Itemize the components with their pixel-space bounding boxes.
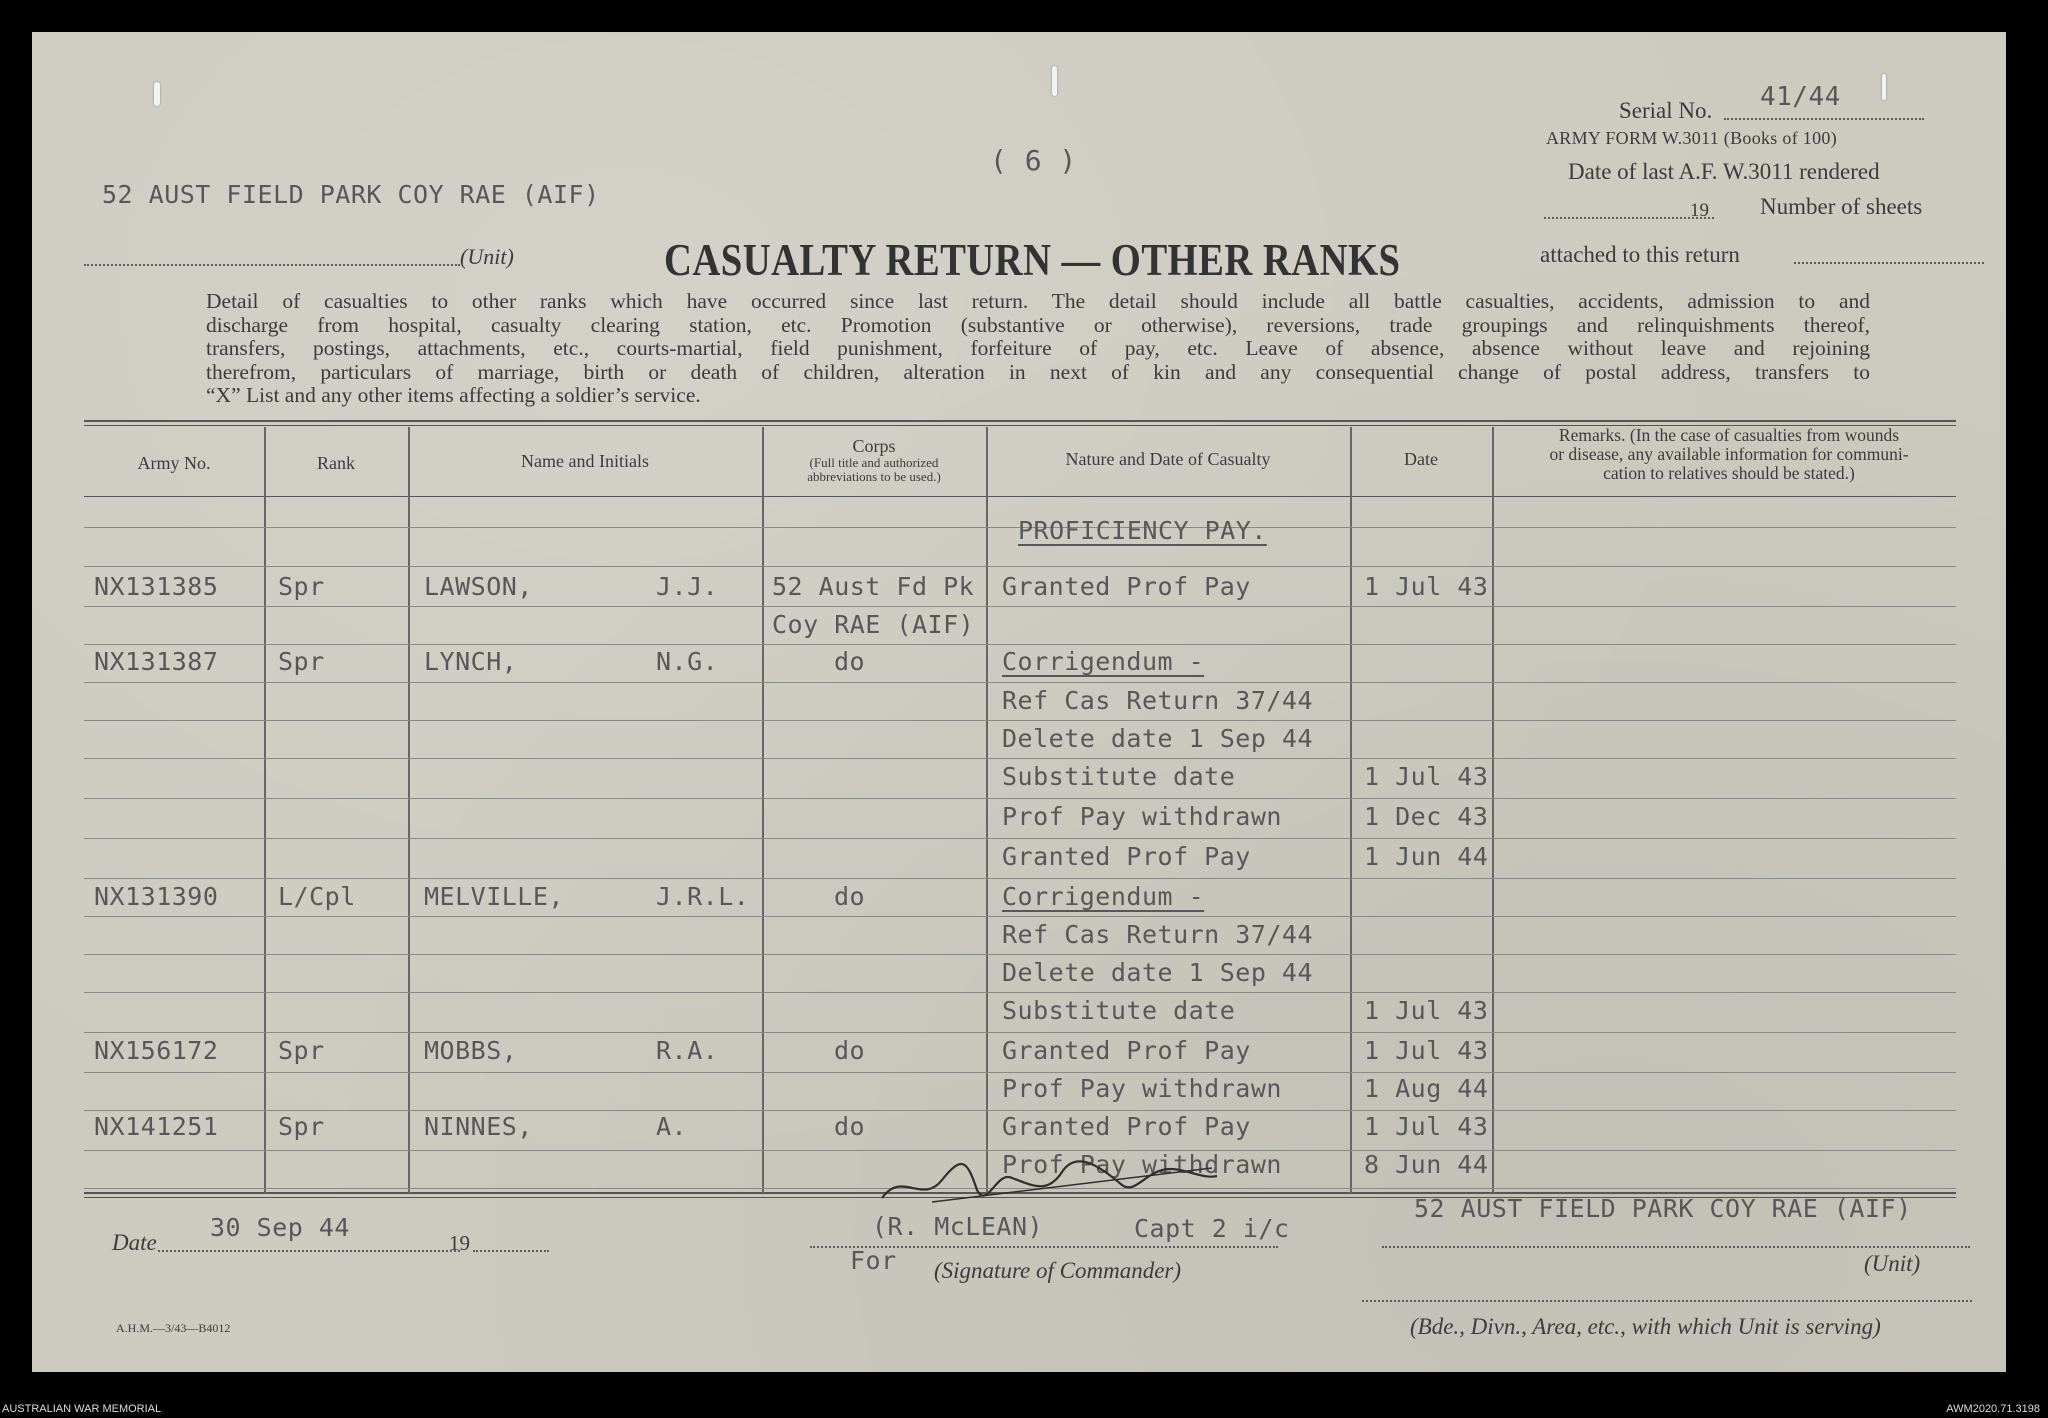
header-rank: Rank — [317, 453, 355, 473]
row-rule — [84, 992, 1956, 993]
archive-credit: AUSTRALIAN WAR MEMORIAL — [2, 1403, 162, 1415]
column-rule — [986, 427, 988, 1193]
row-rule — [84, 954, 1956, 955]
corps-cell: do — [834, 882, 866, 911]
header-remarks: Remarks. (In the case of casualties from wounds — [1558, 425, 1900, 445]
column-rule — [762, 427, 764, 1193]
date-cell: 1 Jul 43 — [1364, 762, 1489, 791]
row-rule — [84, 1032, 1956, 1033]
army-no-cell: NX131385 — [94, 572, 219, 601]
for-label: For — [850, 1246, 897, 1275]
year-prefix-label: 19 — [1690, 200, 1709, 221]
page-number: ( 6 ) — [990, 144, 1077, 177]
nature-cell: Ref Cas Return 37/44 — [1002, 920, 1314, 949]
corps-cell: Coy RAE (AIF) — [772, 610, 975, 639]
corps-cell: do — [834, 647, 866, 676]
description-line: Detail of casualties to other ranks which have occurred since last return. The detail should include all battle casualties, accidents, admission to and — [206, 289, 1870, 313]
punch-mark — [1882, 74, 1886, 100]
nature-cell: Corrigendum - — [1002, 647, 1205, 676]
row-rule — [84, 606, 1956, 607]
initials-cell: A. — [656, 1112, 688, 1141]
rank-cell: Spr — [278, 1036, 325, 1065]
signer-name: (R. McLEAN) — [872, 1212, 1044, 1241]
row-rule — [84, 566, 1956, 567]
column-rule — [1492, 427, 1494, 1193]
row-rule — [84, 916, 1956, 917]
initials-cell: J.J. — [656, 572, 719, 601]
attached-line — [1794, 262, 1984, 264]
unit-typed: 52 AUST FIELD PARK COY RAE (AIF) — [102, 180, 600, 209]
army-no-cell: NX156172 — [94, 1036, 219, 1065]
rank-cell: Spr — [278, 1112, 325, 1141]
nature-cell: Delete date 1 Sep 44 — [1002, 724, 1314, 753]
date-label: Date — [112, 1230, 157, 1255]
description-line: “X” List and any other items affecting a soldier’s service. — [206, 383, 701, 407]
initials-cell: R.A. — [656, 1036, 719, 1065]
section-heading: PROFICIENCY PAY. — [1018, 516, 1267, 545]
unit-line — [84, 264, 460, 266]
army-no-cell: NX141251 — [94, 1112, 219, 1141]
date-line — [158, 1250, 460, 1252]
row-rule — [84, 1072, 1956, 1073]
row-rule — [84, 644, 1956, 645]
army-no-cell: NX131387 — [94, 647, 219, 676]
row-rule — [84, 758, 1956, 759]
header-bottom-rule — [84, 496, 1956, 497]
corps-cell: do — [834, 1112, 866, 1141]
date-cell: 8 Jun 44 — [1364, 1150, 1489, 1179]
date-cell: 1 Jun 44 — [1364, 842, 1489, 871]
initials-cell: J.R.L. — [656, 882, 750, 911]
number-of-sheets-label: Number of sheets — [1760, 194, 1923, 219]
description-line: therefrom, particulars of marriage, birth or death of children, alteration in next of kin and any consequential change of postal address, transfers to — [206, 359, 1870, 384]
surname-cell: LYNCH, — [424, 647, 518, 676]
nature-cell: Substitute date — [1002, 762, 1236, 791]
header-name: Name and Initials — [521, 451, 649, 471]
date-cell: 1 Jul 43 — [1364, 1036, 1489, 1065]
rank-cell: Spr — [278, 647, 325, 676]
year-line — [473, 1250, 549, 1252]
initials-cell: N.G. — [656, 647, 719, 676]
description-line: transfers, postings, attachments, etc., courts-martial, field punishment, forfeiture of pay, etc. Leave of absence, absence without leave and rejoining — [206, 336, 1870, 360]
date-cell: 1 Jul 43 — [1364, 1112, 1489, 1141]
footer-unit-typed: 52 AUST FIELD PARK COY RAE (AIF) — [1414, 1194, 1912, 1223]
rank-cell: L/Cpl — [278, 882, 356, 911]
header-corps-note: (Full title and authorized — [809, 455, 939, 470]
surname-cell: MELVILLE, — [424, 882, 564, 911]
nature-cell: Substitute date — [1002, 996, 1236, 1025]
header-remarks: cation to relatives should be stated.) — [1603, 463, 1855, 483]
nature-cell: Granted Prof Pay — [1002, 572, 1251, 601]
nature-cell: Prof Pay withdrawn — [1002, 1074, 1282, 1103]
bde-line — [1362, 1300, 1972, 1302]
nature-cell: Delete date 1 Sep 44 — [1002, 958, 1314, 987]
nature-cell: Corrigendum - — [1002, 882, 1205, 911]
header-remarks: or disease, any available information for communi- — [1549, 444, 1909, 464]
form-page — [32, 32, 2006, 1372]
serial-label: Serial No. — [1619, 98, 1713, 123]
serial-value: 41/44 — [1760, 82, 1841, 112]
date-last-rendered-line — [1544, 217, 1714, 219]
punch-mark — [154, 82, 160, 106]
row-rule — [84, 720, 1956, 721]
nature-cell: Granted Prof Pay — [1002, 1036, 1251, 1065]
serial-line — [1724, 118, 1924, 120]
surname-cell: NINNES, — [424, 1112, 533, 1141]
army-no-cell: NX131390 — [94, 882, 219, 911]
punch-mark — [1052, 66, 1057, 96]
header-nature: Nature and Date of Casualty — [1065, 449, 1271, 469]
row-rule — [84, 682, 1956, 683]
description-line: discharge from hospital, casualty clearing station, etc. Promotion (substantive or otherwise), reversions, trade groupings and relinquishments thereof, — [206, 312, 1870, 337]
form-title: CASUALTY RETURN — OTHER RANKS — [664, 235, 1401, 285]
nature-cell: Granted Prof Pay — [1002, 842, 1251, 871]
header-date: Date — [1404, 449, 1438, 469]
archive-id: AWM2020.71.3198 — [1946, 1403, 2040, 1415]
date-cell: 1 Jul 43 — [1364, 996, 1489, 1025]
handwritten-signature — [872, 1150, 1272, 1220]
date-last-rendered-label: Date of last A.F. W.3011 rendered — [1568, 159, 1880, 184]
footer-unit-label: (Unit) — [1864, 1251, 1921, 1276]
footer-unit-line — [1382, 1246, 1970, 1248]
header-army-no: Army No. — [137, 453, 211, 473]
year-label: 19 — [449, 1231, 470, 1255]
unit-label: (Unit) — [460, 244, 514, 269]
table-top-rule — [84, 420, 1956, 422]
date-cell: 1 Dec 43 — [1364, 802, 1489, 831]
row-rule — [84, 1110, 1956, 1111]
nature-cell: Granted Prof Pay — [1002, 1112, 1251, 1141]
nature-cell: Prof Pay withdrawn — [1002, 802, 1282, 831]
nature-cell: Ref Cas Return 37/44 — [1002, 686, 1314, 715]
army-form-label: ARMY FORM W.3011 (Books of 100) — [1546, 128, 1837, 148]
column-rule — [1350, 427, 1352, 1193]
corps-cell: do — [834, 1036, 866, 1065]
row-rule — [84, 838, 1956, 839]
surname-cell: LAWSON, — [424, 572, 533, 601]
column-rule — [264, 427, 266, 1193]
date-cell: 1 Aug 44 — [1364, 1074, 1489, 1103]
surname-cell: MOBBS, — [424, 1036, 518, 1065]
header-corps-note: abbreviations to be used.) — [807, 469, 941, 484]
corps-cell: 52 Aust Fd Pk — [772, 572, 975, 601]
date-cell: 1 Jul 43 — [1364, 572, 1489, 601]
signature-label: (Signature of Commander) — [934, 1258, 1182, 1283]
bde-label: (Bde., Divn., Area, etc., with which Unit is serving) — [1410, 1314, 1881, 1339]
header-corps: Corps — [852, 436, 896, 456]
rank-cell: Spr — [278, 572, 325, 601]
column-rule — [408, 427, 410, 1193]
date-value: 30 Sep 44 — [210, 1213, 350, 1242]
signer-rank: Capt 2 i/c — [1134, 1214, 1290, 1243]
attached-label: attached to this return — [1540, 242, 1740, 267]
form-description — [206, 290, 1870, 408]
print-code: A.H.M.—3/43—B4012 — [116, 1321, 231, 1335]
nature-cell: Prof Pay withdrawn — [1002, 1150, 1282, 1179]
row-rule — [84, 878, 1956, 879]
row-rule — [84, 798, 1956, 799]
